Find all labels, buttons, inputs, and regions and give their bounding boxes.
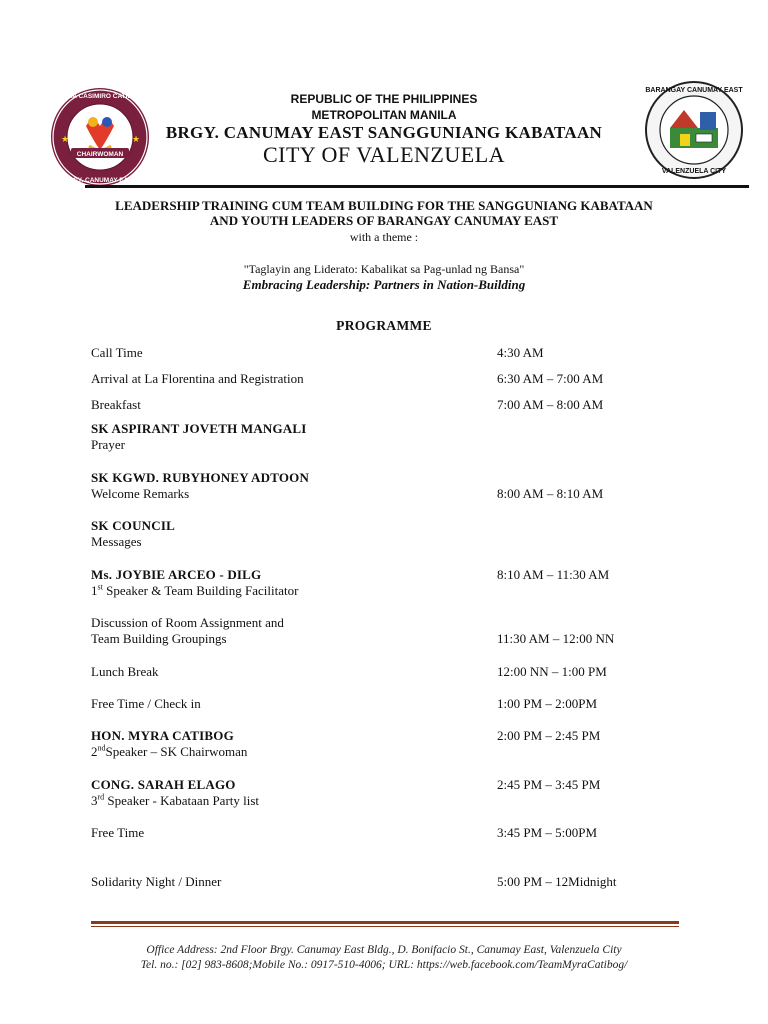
logo-ring-bottom-text: BRGY. CANUMAY EAST [63, 177, 137, 184]
header-city: CITY OF VALENZUELA [262, 142, 506, 167]
activity-time: 2:45 PM – 3:45 PM [497, 777, 601, 792]
programme-heading: PROGRAMME [336, 318, 432, 333]
activity-time: 5:00 PM – 12Midnight [497, 874, 617, 889]
footer-contact: Tel. no.: [02] 983-8608;Mobile No.: 0917-510-4006; URL: https://web.facebook.com/TeamMyraCatibog/ [140, 959, 628, 971]
activity-label: 3rd Speaker - Kabataan Party list [91, 792, 260, 808]
logo-banner-text: CHAIRWOMAN [76, 151, 124, 158]
speaker-name: SK COUNCIL [91, 518, 175, 533]
theme-text: "Taglayin ang Liderato: Kabalikat sa Pag-unlad ng Bansa" [243, 262, 525, 276]
speaker-name: Ms. JOYBIE ARCEO - DILG [91, 567, 262, 582]
speaker-name: CONG. SARAH ELAGO [91, 777, 236, 792]
header-divider [85, 185, 749, 188]
activity-time: 6:30 AM – 7:00 AM [497, 371, 604, 386]
event-title-line1: LEADERSHIP TRAINING CUM TEAM BUILDING FOR THE SANGGUNIANG KABATAAN [115, 198, 653, 213]
header-brgy: BRGY. CANUMAY EAST SANGGUNIANG KABATAAN [165, 123, 603, 142]
activity-label: Free Time [91, 825, 145, 840]
activity-time: 3:45 PM – 5:00PM [497, 825, 598, 840]
footer-divider [91, 921, 679, 924]
speaker-name: SK KGWD. RUBYHONEY ADTOON [91, 470, 310, 485]
activity-label: Lunch Break [91, 664, 159, 679]
activity-label: Discussion of Room Assignment and [91, 615, 284, 630]
activity-time: 4:30 AM [497, 345, 544, 360]
seal-ring-bottom-text: VALENZUELA CITY [661, 168, 727, 175]
activity-label: Solidarity Night / Dinner [91, 874, 222, 889]
activity-time: 8:10 AM – 11:30 AM [497, 567, 610, 582]
activity-label: Call Time [91, 345, 143, 360]
activity-label: Team Building Groupings [91, 631, 227, 646]
speaker-name: HON. MYRA CATIBOG [91, 728, 234, 743]
activity-time: 2:00 PM – 2:45 PM [497, 728, 601, 743]
activity-label: Free Time / Check in [91, 696, 201, 711]
activity-label: Breakfast [91, 397, 141, 412]
theme-english: Embracing Leadership: Partners in Nation-Building [242, 277, 526, 292]
footer-address: Office Address: 2nd Floor Brgy. Canumay East Bldg., D. Bonifacio St., Canumay East, Valenzuela City [146, 944, 622, 956]
activity-label: 1st Speaker & Team Building Facilitator [91, 582, 299, 598]
activity-label: Arrival at La Florentina and Registration [91, 371, 304, 386]
activity-time: 12:00 NN – 1:00 PM [497, 664, 607, 679]
star-icon: ★ [61, 134, 70, 144]
activity-label: Welcome Remarks [91, 486, 190, 501]
activity-time: 7:00 AM – 8:00 AM [497, 397, 604, 412]
logo-ring-top-text: MYRA CASIMIRO CATIBOG [57, 93, 143, 100]
activity-time: 11:30 AM – 12:00 NN [497, 631, 615, 646]
activity-label: Messages [91, 534, 142, 549]
with-theme-label: with a theme : [349, 230, 419, 244]
speaker-name: SK ASPIRANT JOVETH MANGALI [91, 421, 307, 436]
activity-time: 1:00 PM – 2:00PM [497, 696, 598, 711]
star-icon: ★ [132, 134, 141, 144]
activity-time: 8:00 AM – 8:10 AM [497, 486, 604, 501]
header-metro: METROPOLITAN MANILA [311, 108, 457, 122]
activity-label: Prayer [91, 437, 125, 452]
header-republic: REPUBLIC OF THE PHILIPPINES [290, 92, 478, 106]
event-title-line2: AND YOUTH LEADERS OF BARANGAY CANUMAY EAST [209, 213, 559, 228]
footer-divider-thin [91, 926, 679, 927]
activity-label: 2ndSpeaker – SK Chairwoman [91, 743, 248, 759]
seal-ring-top-text: BARANGAY CANUMAY EAST [645, 87, 743, 94]
